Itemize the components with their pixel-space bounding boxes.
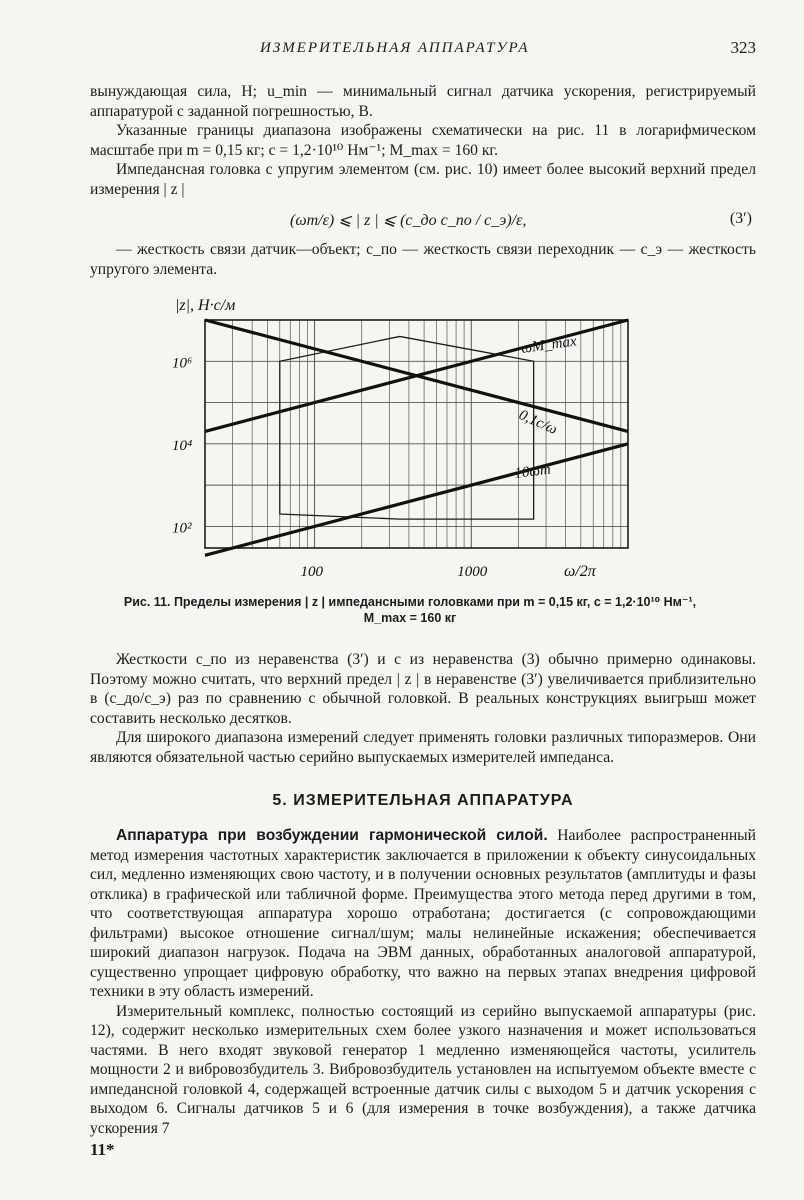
y-tick-label: 10⁶ (172, 355, 193, 372)
text-block-bottom (90, 826, 756, 1138)
y-tick-label: 10² (172, 520, 192, 537)
figure-caption (60, 594, 760, 626)
caption-line-2: M_max = 160 кг (363, 611, 457, 625)
formula-expression: (ωm/ε) ⩽ | z | ⩽ (c_до c_по / c_э)/ε, (290, 212, 527, 229)
series-label: 10ωm (513, 461, 552, 482)
page-number: 323 (730, 38, 756, 57)
x-axis-label: ω/2π (564, 563, 596, 580)
text-block-mid (90, 650, 756, 767)
text-block-top (90, 82, 756, 199)
running-title: ИЗМЕРИТЕЛЬНАЯ АППАРАТУРА (260, 40, 530, 56)
paragraph: Измерительный комплекс, полностью состоящий из серийно выпускаемой аппаратуры (рис. 12), содержит несколько измерительных схем более узкого назначения и может использоваться частями. В него входят звуковой генератор 1 медленно изменяющейся частоты, усилитель мощности 2 и вибровозбудитель 3. Вибровозбудитель установлен на испытуемом объекте вместе с импедансной головкой 4, содержащей встроенные датчик силы с выходом 5 и датчик ускорения с выходом 6. Сигналы датчиков 5 и 6 (для измерения в точке возбуждения), а также датчика ускорения 7 (90, 1002, 756, 1137)
section-title: 5. ИЗМЕРИТЕЛЬНАЯ АППАРАТУРА (272, 792, 574, 809)
plot-frame (205, 320, 628, 548)
signature-mark: 11* (90, 1140, 115, 1159)
formula-note-block (90, 240, 756, 279)
chart-grid (205, 320, 628, 548)
y-tick-label: 10⁴ (172, 437, 193, 454)
paragraph: вынуждающая сила, Н; u_min — минимальный сигнал датчика ускорения, регистрируемый аппаратурой с заданной погрешностью, В. (90, 83, 756, 120)
paragraph-rest: Наиболее распространенный метод измерения частотных характеристик заключается в приложении к объекту синусоидальных сил, медленно изменяющих свою частоту, и в получении основных результатов (амплитуды и фазы отклика) в графической или табличной форме. Преимущества этого метода перед другими в том, что соответствующая аппаратура хорошо отработана; достигается (с сопровождающими фильтрами) высокое отношение сигнал/шум; малы нелинейные искажения; обеспечивается широкий диапазон нагрузок. Подача на ЭВМ данных, обработанных аналоговой аппаратурой, существенно упрощает цифровую обработку, что важно на первых этапах внедрения цифровой техники в эту область измерений. (90, 827, 756, 1000)
paragraph: Жесткости c_по из неравенства (3′) и c из неравенства (3) обычно примерно одинаковы. Поэтому можно считать, что верхний предел | z | в неравенстве (3′) увеличивается приблизительно в (c_до/c_э) раз по сравнению с обычной головкой. В реальных конструкциях выигрыш может составить несколько десятков. (90, 651, 756, 727)
paragraph: Для широкого диапазона измерений следует применять головки различных типоразмеров. Они являются обязательной частью серийно выпускаемых измерителей импеданса. (90, 729, 756, 766)
impedance-chart (110, 290, 670, 590)
formula-number: (3′) (729, 210, 752, 227)
formula-3prime (90, 210, 756, 232)
paragraph: Указанные границы диапазона изображены схематически на рис. 11 в логарифмическом масштабе при m = 0,15 кг; c = 1,2·10¹⁰ Нм⁻¹; M_max = 160 кг. (90, 122, 756, 159)
caption-line-1: Рис. 11. Пределы измерения | z | импедансными головками при m = 0,15 кг, c = 1,2·10¹⁰ Нм⁻¹, (123, 595, 697, 609)
paragraph-lead: Аппаратура при возбуждении гармонической силой. (116, 827, 548, 844)
measurement-region (280, 336, 534, 519)
series-line (205, 444, 628, 555)
x-tick-label: 100 (300, 564, 324, 580)
page-header (90, 40, 756, 64)
paragraph: Импедансная головка с упругим элементом (см. рис. 10) имеет более высокий верхний предел измерения | z | (90, 161, 756, 198)
y-axis-label: |z|, Н·с/м (175, 297, 236, 314)
x-tick-label: 1000 (457, 564, 488, 580)
series-label: ωM_max (520, 333, 578, 357)
series-label: 0,1c/ω (516, 407, 560, 438)
chart-series (205, 320, 628, 555)
formula-note: — жесткость связи датчик—объект; c_по — жесткость связи переходник — c_э — жесткость упругого элемента. (90, 241, 756, 278)
paragraph (90, 826, 756, 1002)
